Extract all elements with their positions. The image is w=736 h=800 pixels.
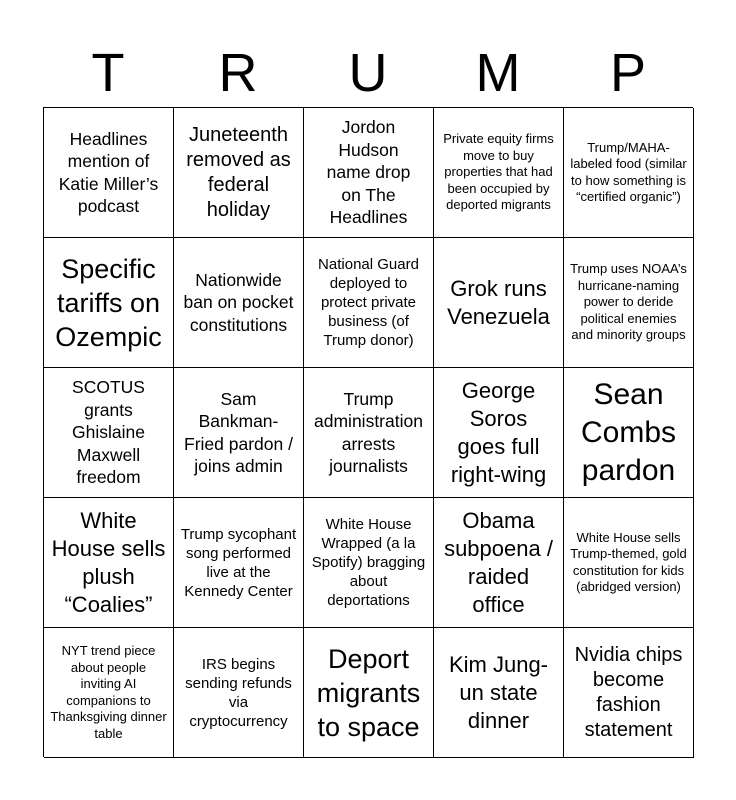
bingo-cell[interactable] — [174, 238, 304, 368]
cell-text: Sam Bankman-Fried pardon / joins admin — [184, 388, 293, 476]
bingo-cell[interactable] — [304, 238, 434, 368]
cell-text: Trump administration arrests journalists — [314, 388, 423, 476]
bingo-cell[interactable] — [304, 628, 434, 758]
cell-text: White House sells Trump-themed, gold constitution for kids (abridged version) — [570, 529, 687, 594]
cell-text: Nationwide ban on pocket constitutions — [183, 269, 294, 335]
cell-text: NYT trend piece about people inviting AI companions to Thanksgiving dinner table — [50, 643, 167, 741]
bingo-cell[interactable] — [564, 108, 694, 238]
cell-text: Kim Jung-un state dinner — [448, 651, 549, 733]
header-letter-r: R — [218, 43, 258, 103]
cell-text: George Soros goes full right-wing — [450, 377, 547, 487]
bingo-cell[interactable] — [174, 108, 304, 238]
bingo-cell[interactable] — [174, 498, 304, 628]
bingo-cell[interactable] — [44, 628, 174, 758]
cell-text: Trump sycophant song performed live at the Kennedy Center — [180, 525, 297, 600]
cell-text: Deport migrants to space — [316, 643, 421, 742]
cell-text: Specific tariffs on Ozempic — [55, 253, 162, 352]
bingo-cell[interactable] — [44, 498, 174, 628]
cell-text: Obama subpoena / raided office — [444, 507, 553, 617]
bingo-cell[interactable] — [174, 368, 304, 498]
bingo-cell[interactable] — [434, 498, 564, 628]
cell-text: Jordon Hudson name drop on The Headlines — [326, 117, 411, 228]
bingo-cell[interactable] — [564, 368, 694, 498]
cell-text: Trump/MAHA-labeled food (similar to how something is “certified organic”) — [570, 139, 687, 204]
bingo-cell[interactable] — [434, 108, 564, 238]
cell-text: SCOTUS grants Ghislaine Maxwell freedom — [72, 377, 145, 488]
bingo-cell[interactable] — [174, 628, 304, 758]
bingo-cell[interactable] — [304, 108, 434, 238]
cell-text: Private equity firms move to buy properties that had been occupied by deported migrants — [443, 131, 554, 213]
bingo-cell[interactable] — [304, 368, 434, 498]
cell-text: Sean Combs pardon — [580, 377, 677, 487]
header-letter-t: T — [91, 43, 125, 103]
bingo-cell[interactable] — [564, 628, 694, 758]
cell-text: IRS begins sending refunds via cryptocurrency — [185, 655, 292, 730]
cell-text: Trump uses NOAA’s hurricane-naming power to deride political enemies and minority groups — [570, 261, 687, 343]
bingo-cell[interactable] — [44, 108, 174, 238]
bingo-header — [43, 38, 693, 108]
bingo-cell[interactable] — [434, 238, 564, 368]
cell-text: White House sells plush “Coalies” — [51, 507, 166, 617]
cell-text: Grok runs Venezuela — [447, 275, 550, 329]
header-letter-p: P — [609, 43, 647, 103]
header-letter-u: U — [348, 43, 388, 103]
bingo-cell[interactable] — [44, 368, 174, 498]
bingo-board — [43, 107, 693, 757]
bingo-cell[interactable] — [44, 238, 174, 368]
bingo-cell[interactable] — [434, 368, 564, 498]
cell-text: White House Wrapped (a la Spotify) bragging about deportations — [311, 516, 426, 609]
bingo-cell[interactable] — [434, 628, 564, 758]
header-letter-m: M — [475, 43, 521, 103]
bingo-cell[interactable] — [564, 238, 694, 368]
cell-text: Headlines mention of Katie Miller’s podcast — [58, 128, 159, 216]
bingo-cell[interactable] — [304, 498, 434, 628]
cell-text: Nvidia chips become fashion statement — [574, 643, 683, 741]
bingo-cell[interactable] — [564, 498, 694, 628]
cell-text: Juneteenth removed as federal holiday — [186, 123, 291, 221]
cell-text: National Guard deployed to protect private business (of Trump donor) — [318, 256, 419, 349]
